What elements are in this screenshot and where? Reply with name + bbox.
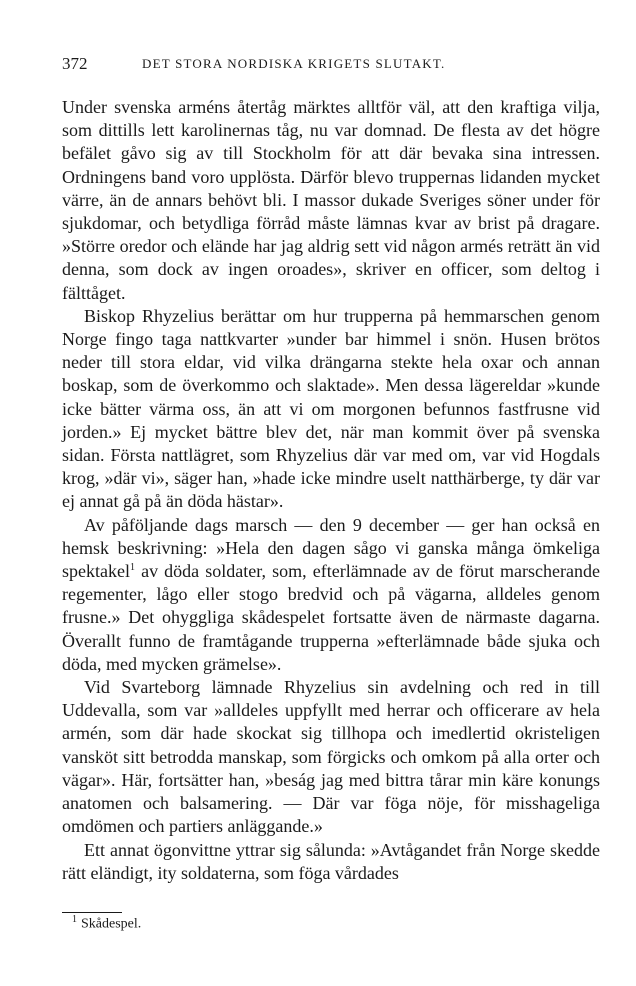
page-number: 372 xyxy=(62,54,88,73)
paragraph-4: Vid Svarteborg lämnade Rhyzelius sin avdelning och red in till Uddevalla, som var »alldeles uppfyllt med herrar och officerare av hela armén, som där hade skockat sig tillhopa och imedlertid okristeligen vansköt sitt betrodda manskap, som förgicks och omkom på alla orter och vägar». Här, fortsätter han, »beság jag med bittra tårar min käre konungs anatomen och balsamering. — Där var föga nöje, för misshageliga omdömen och partiers anläggande.» xyxy=(62,677,600,837)
footnote-reference: 1 xyxy=(129,562,135,574)
footnote-divider xyxy=(62,912,122,913)
running-title: DET STORA NORDISKA KRIGETS SLUTAKT. xyxy=(142,56,446,71)
body-text xyxy=(62,96,600,885)
footnote-marker: 1 xyxy=(72,914,77,925)
paragraph-3-text-a: Av påföljande dags marsch — den 9 december — ger han också en hemsk beskrivning: »Hela den dagen sågo vi ganska många ömkeliga spektakel xyxy=(62,514,600,582)
paragraph-1: Under svenska arméns återtåg märktes alltför väl, att den kraftiga vilja, som dittills lett karolinernas tåg, nu var domnad. De flesta av det högre befälet gåvo sig av till Stockholm för att där bevaka sina intressen. Ordningens band voro upplösta. Därför blevo truppernas lidanden mycket värre, än de annars behövt bli. I massor dukade Sveriges söner under för sjukdomar, och betydliga förråd måste lämnas kvar av brist på dragare. »Större oredor och elände har jag aldrig sett vid någon armés reträtt än vid denna, som dock av ingen oroades», skriver en officer, som deltog i fälttåget. xyxy=(62,97,600,303)
paragraph-2: Biskop Rhyzelius berättar om hur trupperna på hemmarschen genom Norge fingo taga nattkvarter »under bar himmel i snön. Husen brötos neder till stora eldar, vid vilka drängarna stekte hela oxar och annan boskap, som de överkommo och slaktade». Men dessa lägereldar »kunde icke bätter värma oss, än att vi om morgonen befunnos fastfrusne vid jorden.» Ej mycket bättre blev det, när man kommit över på svenska sidan. Första nattlägret, som Rhyzelius där var med om, var vid Hogdals krog, »där vi», säger han, »hade icke mindre uselt natthärberge, ty där var ej annat gå på än döda hästar». xyxy=(62,305,600,512)
page-header xyxy=(62,54,602,78)
paragraph-5: Ett annat ögonvittne yttrar sig sålunda: »Avtågandet från Norge skedde rätt eländigt, ity soldaterna, som föga vårdades xyxy=(62,839,600,883)
footnote-text: Skådespel. xyxy=(81,916,142,932)
paragraph-3 xyxy=(62,514,600,676)
paragraph-3-text-b: av döda soldater, som, efterlämnade av de förut marscherande regementer, lågo eller stogo bredvid och på vägarna, alldeles genom frusne.» Det ohyggliga skådespelet fortsatte även de närmaste dagarna. Överallt funno de framtågande trupperna »efterlämnade både sjuka och döda, med mycken grämelse». xyxy=(62,561,600,674)
footnote xyxy=(72,914,141,933)
